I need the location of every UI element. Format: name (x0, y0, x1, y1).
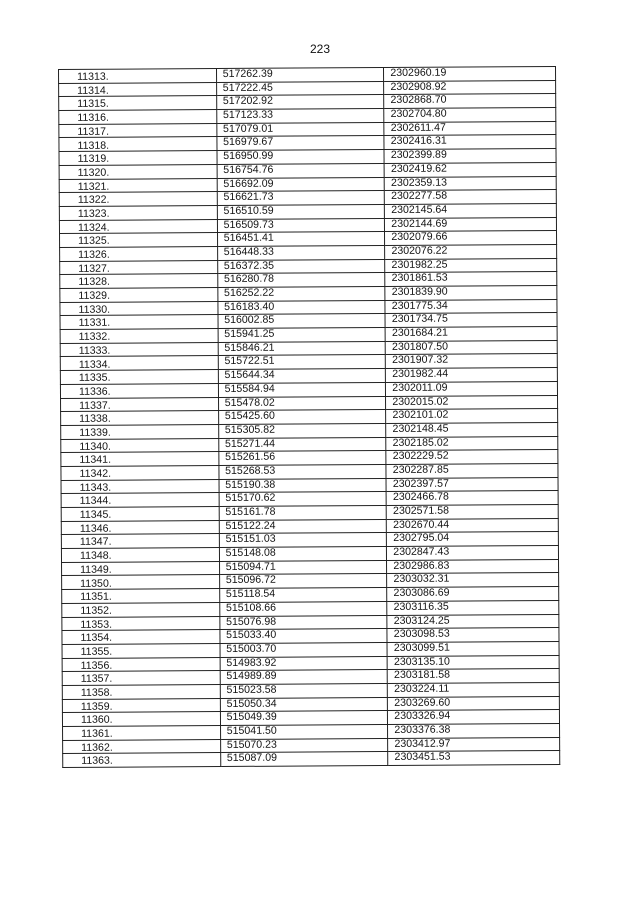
x-coordinate-cell: 516692.09 (217, 177, 385, 192)
x-coordinate-cell: 516510.59 (217, 204, 385, 219)
y-coordinate-cell: 2301775.34 (385, 299, 557, 314)
x-coordinate-cell: 515271.44 (218, 437, 386, 452)
point-id-cell: 11338. (61, 411, 219, 426)
point-id-cell: 11361. (63, 726, 221, 741)
point-id-cell: 11346. (61, 520, 219, 535)
point-id-cell: 11314. (59, 82, 217, 97)
point-id-cell: 11315. (59, 96, 217, 111)
y-coordinate-cell: 2301807.50 (385, 340, 557, 355)
y-coordinate-cell: 2303451.53 (388, 751, 560, 766)
x-coordinate-cell: 515070.23 (220, 738, 388, 753)
point-id-cell: 11352. (62, 602, 220, 617)
point-id-cell: 11319. (59, 151, 217, 166)
y-coordinate-cell: 2303086.69 (387, 587, 559, 602)
y-coordinate-cell: 2302795.04 (387, 532, 559, 547)
point-id-cell: 11354. (62, 630, 220, 645)
y-coordinate-cell: 2302419.62 (384, 162, 556, 177)
y-coordinate-cell: 2303224.11 (388, 682, 560, 697)
point-id-cell: 11349. (62, 561, 220, 576)
point-id-cell: 11362. (63, 739, 221, 754)
x-coordinate-cell: 515941.25 (218, 328, 386, 343)
x-coordinate-cell: 515190.38 (219, 478, 387, 493)
x-coordinate-cell: 516252.22 (218, 287, 386, 302)
x-coordinate-cell: 516509.73 (217, 218, 385, 233)
point-id-cell: 11344. (61, 493, 219, 508)
point-id-cell: 11335. (60, 370, 218, 385)
x-coordinate-cell: 515478.02 (218, 396, 386, 411)
y-coordinate-cell: 2303032.31 (387, 573, 559, 588)
y-coordinate-cell: 2302399.89 (384, 149, 556, 164)
point-id-cell: 11345. (61, 507, 219, 522)
page-number: 223 (309, 42, 331, 56)
x-coordinate-cell: 514983.92 (220, 656, 388, 671)
x-coordinate-cell: 515268.53 (219, 464, 387, 479)
point-id-cell: 11350. (62, 575, 220, 590)
point-id-cell: 11323. (59, 205, 217, 220)
x-coordinate-cell: 516621.73 (217, 191, 385, 206)
x-coordinate-cell: 517079.01 (217, 122, 385, 137)
point-id-cell: 11332. (60, 329, 218, 344)
y-coordinate-cell: 2302416.31 (384, 135, 556, 150)
point-id-cell: 11318. (59, 137, 217, 152)
point-id-cell: 11351. (62, 589, 220, 604)
point-id-cell: 11358. (62, 684, 220, 699)
point-id-cell: 11357. (62, 671, 220, 686)
y-coordinate-cell: 2302670.44 (387, 518, 559, 533)
x-coordinate-cell: 515087.09 (220, 752, 388, 767)
x-coordinate-cell: 516448.33 (217, 245, 385, 260)
point-id-cell: 11320. (59, 164, 217, 179)
y-coordinate-cell: 2302704.80 (384, 108, 556, 123)
y-coordinate-cell: 2302466.78 (386, 491, 558, 506)
x-coordinate-cell: 515096.72 (219, 574, 387, 589)
y-coordinate-cell: 2303098.53 (387, 628, 559, 643)
x-coordinate-cell: 515049.39 (220, 711, 388, 726)
x-coordinate-cell: 515170.62 (219, 492, 387, 507)
x-coordinate-cell: 515305.82 (218, 423, 386, 438)
point-id-cell: 11337. (61, 397, 219, 412)
x-coordinate-cell: 515722.51 (218, 355, 386, 370)
x-coordinate-cell: 516183.40 (218, 300, 386, 315)
y-coordinate-cell: 2303116.35 (387, 600, 559, 615)
y-coordinate-cell: 2301982.25 (385, 258, 557, 273)
x-coordinate-cell: 515161.78 (219, 506, 387, 521)
x-coordinate-cell: 517202.92 (216, 95, 384, 110)
y-coordinate-cell: 2302101.02 (386, 409, 558, 424)
x-coordinate-cell: 516950.99 (217, 150, 385, 165)
x-coordinate-cell: 515041.50 (220, 724, 388, 739)
point-id-cell: 11342. (61, 465, 219, 480)
y-coordinate-cell: 2301982.44 (386, 368, 558, 383)
point-id-cell: 11353. (62, 616, 220, 631)
x-coordinate-cell: 515122.24 (219, 519, 387, 534)
point-id-cell: 11363. (63, 753, 221, 768)
point-id-cell: 11328. (60, 274, 218, 289)
point-id-cell: 11347. (61, 534, 219, 549)
coordinate-table-body (59, 66, 560, 767)
x-coordinate-cell: 515094.71 (219, 560, 387, 575)
y-coordinate-cell: 2303099.51 (387, 641, 559, 656)
y-coordinate-cell: 2302144.69 (385, 217, 557, 232)
table-row (63, 751, 560, 768)
y-coordinate-cell: 2302397.57 (386, 477, 558, 492)
point-id-cell: 11340. (61, 438, 219, 453)
point-id-cell: 11355. (62, 643, 220, 658)
x-coordinate-cell: 515108.66 (219, 601, 387, 616)
y-coordinate-cell: 2302229.52 (386, 450, 558, 465)
y-coordinate-cell: 2302015.02 (386, 395, 558, 410)
y-coordinate-cell: 2303124.25 (387, 614, 559, 629)
x-coordinate-cell: 517222.45 (216, 81, 384, 96)
y-coordinate-cell: 2301839.90 (385, 285, 557, 300)
x-coordinate-cell: 516979.67 (217, 136, 385, 151)
y-coordinate-cell: 2303269.60 (388, 696, 560, 711)
point-id-cell: 11360. (62, 712, 220, 727)
x-coordinate-cell: 516002.85 (218, 314, 386, 329)
point-id-cell: 11330. (60, 301, 218, 316)
x-coordinate-cell: 517123.33 (216, 109, 384, 124)
point-id-cell: 11359. (62, 698, 220, 713)
point-id-cell: 11336. (60, 383, 218, 398)
point-id-cell: 11313. (59, 69, 217, 84)
point-id-cell: 11356. (62, 657, 220, 672)
x-coordinate-cell: 515261.56 (219, 451, 387, 466)
y-coordinate-cell: 2302185.02 (386, 436, 558, 451)
point-id-cell: 11327. (60, 260, 218, 275)
x-coordinate-cell: 517262.39 (216, 68, 384, 83)
y-coordinate-cell: 2302868.70 (384, 94, 556, 109)
y-coordinate-cell: 2302145.64 (385, 203, 557, 218)
x-coordinate-cell: 514989.89 (220, 670, 388, 685)
x-coordinate-cell: 516451.41 (217, 232, 385, 247)
x-coordinate-cell: 515033.40 (220, 629, 388, 644)
y-coordinate-cell: 2302986.83 (387, 559, 559, 574)
point-id-cell: 11331. (60, 315, 218, 330)
point-id-cell: 11322. (59, 192, 217, 207)
x-coordinate-cell: 515076.98 (220, 615, 388, 630)
y-coordinate-cell: 2301684.21 (385, 327, 557, 342)
x-coordinate-cell: 515118.54 (219, 588, 387, 603)
y-coordinate-cell: 2302908.92 (384, 80, 556, 95)
y-coordinate-cell: 2302611.47 (384, 121, 556, 136)
y-coordinate-cell: 2303376.38 (388, 723, 560, 738)
x-coordinate-cell: 515151.03 (219, 533, 387, 548)
point-id-cell: 11321. (59, 178, 217, 193)
x-coordinate-cell: 515644.34 (218, 369, 386, 384)
x-coordinate-cell: 515584.94 (218, 382, 386, 397)
y-coordinate-cell: 2302277.58 (385, 190, 557, 205)
point-id-cell: 11325. (60, 233, 218, 248)
y-coordinate-cell: 2303326.94 (388, 710, 560, 725)
point-id-cell: 11341. (61, 452, 219, 467)
x-coordinate-cell: 515148.08 (219, 547, 387, 562)
y-coordinate-cell: 2302148.45 (386, 422, 558, 437)
point-id-cell: 11334. (60, 356, 218, 371)
point-id-cell: 11339. (61, 424, 219, 439)
point-id-cell: 11329. (60, 288, 218, 303)
y-coordinate-cell: 2301907.32 (386, 354, 558, 369)
point-id-cell: 11317. (59, 123, 217, 138)
x-coordinate-cell: 516280.78 (217, 273, 385, 288)
point-id-cell: 11348. (61, 548, 219, 563)
y-coordinate-cell: 2301861.53 (385, 272, 557, 287)
y-coordinate-cell: 2303412.97 (388, 737, 560, 752)
point-id-cell: 11333. (60, 342, 218, 357)
y-coordinate-cell: 2302960.19 (384, 66, 556, 81)
y-coordinate-cell: 2302359.13 (384, 176, 556, 191)
y-coordinate-cell: 2302571.58 (387, 504, 559, 519)
x-coordinate-cell: 515846.21 (218, 341, 386, 356)
y-coordinate-cell: 2301734.75 (385, 313, 557, 328)
y-coordinate-cell: 2302011.09 (386, 381, 558, 396)
x-coordinate-cell: 515023.58 (220, 683, 388, 698)
point-id-cell: 11343. (61, 479, 219, 494)
x-coordinate-cell: 516754.76 (217, 163, 385, 178)
y-coordinate-cell: 2302076.22 (385, 244, 557, 259)
x-coordinate-cell: 515425.60 (218, 410, 386, 425)
x-coordinate-cell: 515050.34 (220, 697, 388, 712)
y-coordinate-cell: 2303181.58 (388, 669, 560, 684)
y-coordinate-cell: 2302287.85 (386, 463, 558, 478)
coordinate-table (58, 66, 560, 768)
point-id-cell: 11326. (60, 246, 218, 261)
x-coordinate-cell: 515003.70 (220, 642, 388, 657)
y-coordinate-cell: 2303135.10 (387, 655, 559, 670)
point-id-cell: 11324. (59, 219, 217, 234)
y-coordinate-cell: 2302847.43 (387, 546, 559, 561)
point-id-cell: 11316. (59, 110, 217, 125)
y-coordinate-cell: 2302079.66 (385, 231, 557, 246)
x-coordinate-cell: 516372.35 (217, 259, 385, 274)
